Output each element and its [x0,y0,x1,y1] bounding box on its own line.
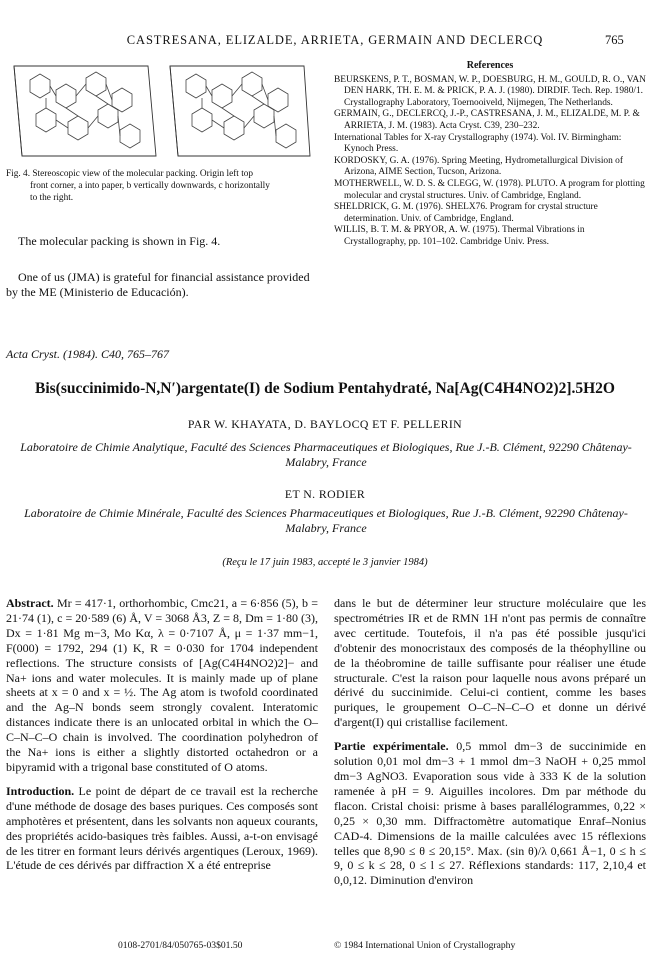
introduction-paragraph [6,784,318,873]
acknowledgement-paragraph: One of us (JMA) is grateful for financial assistance provided by the ME (Ministerio de Educación). [6,270,310,299]
reference-item: WILLIS, B. T. M. & PRYOR, A. W. (1975). Thermal Vibrations in Crystallography, pp. 101–102. Cambridge Univ. Press. [334,225,585,247]
left-column [6,596,318,873]
packing-paragraph: The molecular packing is shown in Fig. 4. [18,234,221,248]
affiliation-2: Laboratoire de Chimie Minérale, Faculté des Sciences Pharmaceutiques et Biologiques, Rue J.-B. Clément, 92290 Châtenay-Malabry, France [24,506,628,535]
footer-copyright: © 1984 International Union of Crystallography [334,940,516,951]
abstract-text: Mr = 417·1, orthorhombic, Cmc21, a = 6·856 (5), b = 21·74 (1), c = 20·589 (6) Å, V = 3068 Å3, Z = 8, Dm = 1·80 (3), Dx = 1·81 Mg m−3, Mo Kα, λ = 0·7107 Å, μ = 1·37 mm−1, F(000) = 1792, 294 (1) K, R = 0·030 for 1704 independent reflections. The structure consists of [Ag(C4H4NO2)2]− and Na+ ions and water molecules. It is mainly made up of plane sheets at x = 0 and x = ½. The Ag atom is twofold coordinated and the Ag–N bonds seem strongly covalent. Interatomic distances indicate there is an unlocated orbital in which the O–C–N–C–O chain is involved. The coordination polyhedron of the Na+ ions is either a slightly distorted octahedron or a bipyramid with a trigonal base constituted of O atoms. [6,596,318,774]
abstract-paragraph [6,596,318,775]
experimental-paragraph [334,739,646,888]
reference-item: International Tables for X-ray Crystallography (1974). Vol. IV. Birmingham: Kynoch Press. [334,132,622,155]
reference-item: MOTHERWELL, W. D. S. & CLEGG, W. (1978). PLUTO. A program for plotting molecular and crystal structures. Univ. of Cambridge, England. [334,178,645,201]
reference-item: GERMAIN, G., DECLERCQ, J.-P., CASTRESANA, J. M., ELIZALDE, M. P. & ARRIETA, J. M. (1983). Acta Cryst. C39, 230–232. [334,109,640,131]
experimental-label: Partie expérimentale. [334,739,449,754]
reference-item: BEURSKENS, P. T., BOSMAN, W. P., DOESBURG, H. M., GOULD, R. O., VAN DEN HARK, TH. E. M. & PRICK, P. A. J. (1980). DIRDIF. Tech. Rep. 1980/1. Crystallography Laboratory, Toernooiveld, Nijmegen, The Netherlands. [334,74,646,108]
caption-line: to the right. [30,193,74,203]
author-line: PAR W. KHAYATA, D. BAYLOCQ ET F. PELLERIN [187,417,463,431]
reference-item: SHELDRICK, G. M. (1976). SHELX76. Program for crystal structure determination. Univ. of Cambridge, England. [334,202,598,224]
figure-caption [6,168,318,204]
footer-code: 0108-2701/84/050765-03$01.50 [118,940,243,951]
right-column [334,596,646,888]
received-date: (Reçu le 17 juin 1983, accepté le 3 janvier 1984) [222,557,428,568]
article-title: Bis(succinimido-N,N′)argentate(I) de Sodium Pentahydraté, Na[Ag(C4H4NO2)2].5H2O [35,380,615,397]
page-number: 765 [605,33,624,47]
affiliation-1: Laboratoire de Chimie Analytique, Faculté des Sciences Pharmaceutiques et Biologiques, Rue J.-B. Clément, 92290 Châtenay-Malabry, France [20,440,632,469]
references-list [334,60,646,249]
author-line-2: ET N. RODIER [284,487,366,501]
abstract-label: Abstract. [6,596,54,610]
caption-line: Fig. 4. Stereoscopic view of the molecular packing. Origin left top [6,169,254,179]
experimental-text: 0,5 mmol dm−3 de succinimide en solution 0,01 mol dm−3 + 1 mmol dm−3 NaOH + 0,25 mmol dm−3 AgNO3. Evaporation sous vide à 333 K de la solution ramenée à pH = 9. Aiguilles incolores. Dm par méthode du flacon. Cristal choisi: prisme à bases parallélogrammes, 0,22 × 0,25 × 0,30 mm. Diffractomètre automatique Enraf–Nonius CAD-4. Dimensions de la maille calculées avec 15 réflexions telles que 8,90 ≤ θ ≤ 20,15°. Max. (sin θ)/λ 0,661 Å−1, 0 ≤ h ≤ 9, 0 ≤ k ≤ 28, 0 ≤ l ≤ 27. Réflexions standards: 117, 2,10,4 et 0,0,12. Diminution d'environ [334,739,647,888]
introduction-continuation: dans le but de déterminer leur structure moléculaire que les spectrométries IR et de RMN 1H n'ont pas permis de connaître avec certitude. Toutefois, il n'a pas été possible jusqu'ici d'obtenir des monocristaux des composés de la théophylline ou de la théobromine de taille suffisante pour réaliser une étude structurale. C'est la raison pour laquelle nous avons préparé un dérivé du succinimide. Celui-ci contient, comme les bases puriques, le groupement O–C–N–C–O et donne un dérivé d'argent(I) qui cristallise facilement. [334,596,646,730]
journal-citation: Acta Cryst. (1984). C40, 765–767 [6,347,169,361]
references-heading: References [466,60,514,71]
running-header: CASTRESANA, ELIZALDE, ARRIETA, GERMAIN AND DECLERCQ [126,33,544,47]
introduction-label: Introduction. [6,783,75,798]
caption-line: front corner, a into paper, b vertically downwards, c horizontally [30,181,270,191]
reference-item: KORDOSKY, G. A. (1976). Spring Meeting, Hydrometallurgical Division of Arizona, AIME Section, Tucson, Arizona. [334,155,623,178]
introduction-text: Le point de départ de ce travail est la recherche d'une méthode de dosage des bases puriques. Ces composés sont amphotères et présentent, dans les solvants non aqueux courants, des propriétés acido-basiques très faibles. Aussi, a-t-on envisagé de les titrer en formant leurs dérivés argentiques (Leroux, 1969). L'étude de ces dérivés par diffraction X a été entreprise [6,783,319,873]
stereoscopic-packing-figure [8,60,313,162]
